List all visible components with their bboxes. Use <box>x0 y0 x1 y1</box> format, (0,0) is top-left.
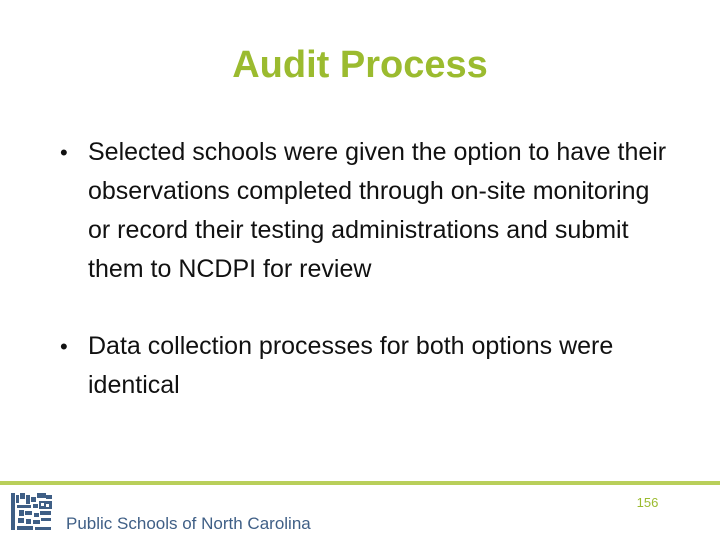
bullet-dot-icon: • <box>60 140 68 165</box>
bullet-item <box>60 133 670 289</box>
bullet-item <box>60 327 670 405</box>
bullet-text: Data collection processes for both options were identical <box>88 332 614 399</box>
page-number: 156 <box>636 495 659 510</box>
slide-title: Audit Process <box>232 44 488 86</box>
footer-divider <box>0 481 720 485</box>
bullet-text: Selected schools were given the option to have their observations completed through on-site monitoring or record their testing administrations and submit them to NCDPI for review <box>88 138 667 283</box>
ncdpi-logo-icon <box>8 489 58 535</box>
bullet-list <box>60 133 670 405</box>
organization-name: Public Schools of North Carolina <box>66 514 311 533</box>
bullet-dot-icon: • <box>60 334 68 359</box>
